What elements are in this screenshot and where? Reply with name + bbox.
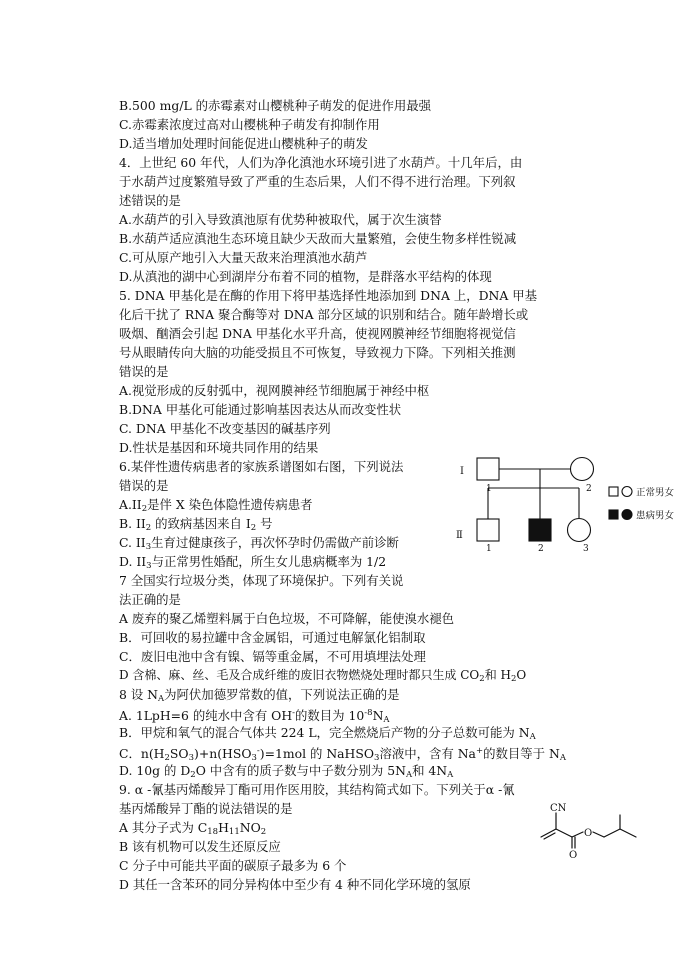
q9-stem-line-1: 9. α -氰基丙烯酸异丁酯可用作医用胶，其结构简式如下。下列关于α -氰	[119, 782, 515, 797]
q9-option-c: C 分子中可能共平面的碳原子最多为 6 个	[119, 858, 347, 873]
legend-normal-label: 正常男女	[636, 487, 675, 499]
q4-stem-line-2: 于水葫芦过度繁殖导致了严重的生态后果，人们不得不进行治理。下列叙	[119, 174, 516, 189]
pedigree-diagram	[450, 450, 688, 565]
q8-stem: 8 设 $N_A$为阿伏加德罗常数的值，下列说法正确的是	[119, 687, 400, 704]
pedigree-ii3-female	[568, 519, 591, 542]
q4-option-d: D.从滇池的湖中心到湖岸分布着不同的植物，是群落水平结构的体现	[119, 269, 492, 284]
q7-option-a: A 废弃的聚乙烯塑料属于白色垃圾，不可降解，能使溴水褪色	[119, 611, 455, 626]
q3-option-d: D.适当增加处理时间能促进山樱桃种子的萌发	[119, 136, 368, 151]
pedigree-i2-female	[571, 458, 594, 481]
pedigree-gen-1-label: I	[460, 466, 464, 477]
pedigree-i2-number: 2	[586, 484, 592, 494]
q5-option-c: C. DNA 甲基化不改变基因的碱基序列	[119, 421, 331, 436]
q8-option-d: D. 10g 的 $D_2O$ 中含有的质子数与中子数分别为 $5N_A$和 $4N_A$	[119, 763, 454, 780]
structural-formula	[530, 800, 680, 860]
q6-option-a: $A.II_2$是伴 X 染色体隐性遗传病患者	[119, 497, 313, 514]
pedigree-i1-male	[477, 458, 499, 480]
pedigree-gen-2-label: Ⅱ	[456, 530, 463, 541]
q6-option-c: C. $II_3$生育过健康孩子，再次怀孕时仍需做产前诊断	[119, 535, 399, 552]
q4-option-a: A.水葫芦的引入导致滇池原有优势种被取代，属于次生演替	[119, 212, 442, 227]
q7-option-b: B．可回收的易拉罐中含金属铝，可通过电解氯化铝制取	[119, 630, 426, 645]
q5-stem-line-5: 错误的是	[119, 364, 169, 379]
q3-option-c: C.赤霉素浓度过高对山樱桃种子萌发有抑制作用	[119, 117, 380, 132]
pedigree-ii1-number: 1	[486, 544, 492, 554]
q5-option-b: B.DNA 甲基化可能通过影响基因表达从而改变性状	[119, 402, 402, 417]
legend-normal-female-icon	[622, 487, 632, 497]
q8-option-b: B．甲烷和氧气的混合气体共 224 L，完全燃烧后产物的分子总数可能为 $N_A$	[119, 725, 536, 742]
q6-stem-line-2: 错误的是	[119, 478, 169, 493]
q4-stem-line-1: 4．上世纪 60 年代，人们为净化滇池水环境引进了水葫芦。十几年后，由	[119, 155, 523, 170]
legend-normal-male-icon	[609, 487, 618, 496]
q9-option-a: A 其分子式为 $C_{18}H_{11}NO_2$	[119, 820, 267, 837]
q4-option-b: B.水葫芦适应滇池生态环境且缺少天敌而大量繁殖，会使生物多样性锐减	[119, 231, 517, 246]
legend-affected-male-icon	[609, 510, 618, 519]
q7-option-c: C．废旧电池中含有镍、镉等重金属，不可用填埋法处理	[119, 649, 426, 664]
q5-stem-line-1: 5. DNA 甲基化是在酶的作用下将甲基选择性地添加到 DNA 上，DNA 甲基	[119, 288, 538, 303]
q6-stem-line-1: 6.某伴性遗传病患者的家族系谱图如右图，下列说法	[119, 459, 404, 474]
formula-carbonyl-o-label: O	[569, 850, 578, 860]
q6-option-d: D. $II_3$与正常男性婚配，所生女儿患病概率为 1/2	[119, 554, 387, 571]
pedigree-ii2-number: 2	[538, 544, 544, 554]
legend-affected-label: 患病男女	[636, 510, 675, 522]
q4-option-c: C.可从原产地引入大量天敌来治理滇池水葫芦	[119, 250, 368, 265]
q5-stem-line-4: 号从眼睛传向大脑的功能受损且不可恢复，导致视力下降。下列相关推测	[119, 345, 516, 360]
q7-option-d: D 含棉、麻、丝、毛及合成纤维的废旧衣物燃烧处理时都只生成 $CO_2$和 $H_2O$	[119, 668, 527, 684]
q7-stem-line-2: 法正确的是	[119, 592, 181, 607]
q4-stem-line-3: 述错误的是	[119, 193, 181, 208]
q5-option-d: D.性状是基因和环境共同作用的结果	[119, 440, 319, 455]
pedigree-ii1-male	[477, 519, 499, 541]
formula-ether-o-label: O	[584, 828, 593, 839]
formula-cn-label: CN	[550, 803, 567, 814]
q9-option-d: D 其任一含苯环的同分异构体中至少有 4 种不同化学环境的氢原	[119, 877, 471, 892]
q6-option-b: B. $II_2$ 的致病基因来自 $I_2$ 号	[119, 516, 273, 533]
q5-stem-line-2: 化后干扰了 RNA 聚合酶等对 DNA 部分区域的识别和结合。随年龄增长或	[119, 307, 529, 322]
q8-option-a: A. 1LpH=6 的纯水中含有 OH-的数目为 $10^{-8}N_A$	[119, 708, 390, 725]
q5-stem-line-3: 吸烟、酗酒会引起 DNA 甲基化水平升高，使视网膜神经节细胞将视觉信	[119, 326, 516, 341]
q7-stem-line-1: 7 全国实行垃圾分类，体现了环境保护。下列有关说	[119, 573, 404, 588]
pedigree-i1-number: 1	[486, 484, 492, 494]
pedigree-ii3-number: 3	[583, 544, 589, 554]
q8-option-c: C．$n(H_2SO_3)+n(HSO_3^-)=1mol$ 的 NaHSO$_3$溶液中，含有 Na+的数目等于 $N_A$	[119, 746, 566, 763]
q9-option-b: B 该有机物可以发生还原反应	[119, 839, 281, 854]
pedigree-ii2-affected-male	[529, 519, 551, 541]
legend-affected-female-icon	[622, 510, 632, 520]
q3-option-b: B.500 mg/L 的赤霉素对山樱桃种子萌发的促进作用最强	[119, 98, 432, 113]
q9-stem-line-2: 基丙烯酸异丁酯的说法错误的是	[119, 801, 293, 816]
q5-option-a: A.视觉形成的反射弧中，视网膜神经节细胞属于神经中枢	[119, 383, 430, 398]
